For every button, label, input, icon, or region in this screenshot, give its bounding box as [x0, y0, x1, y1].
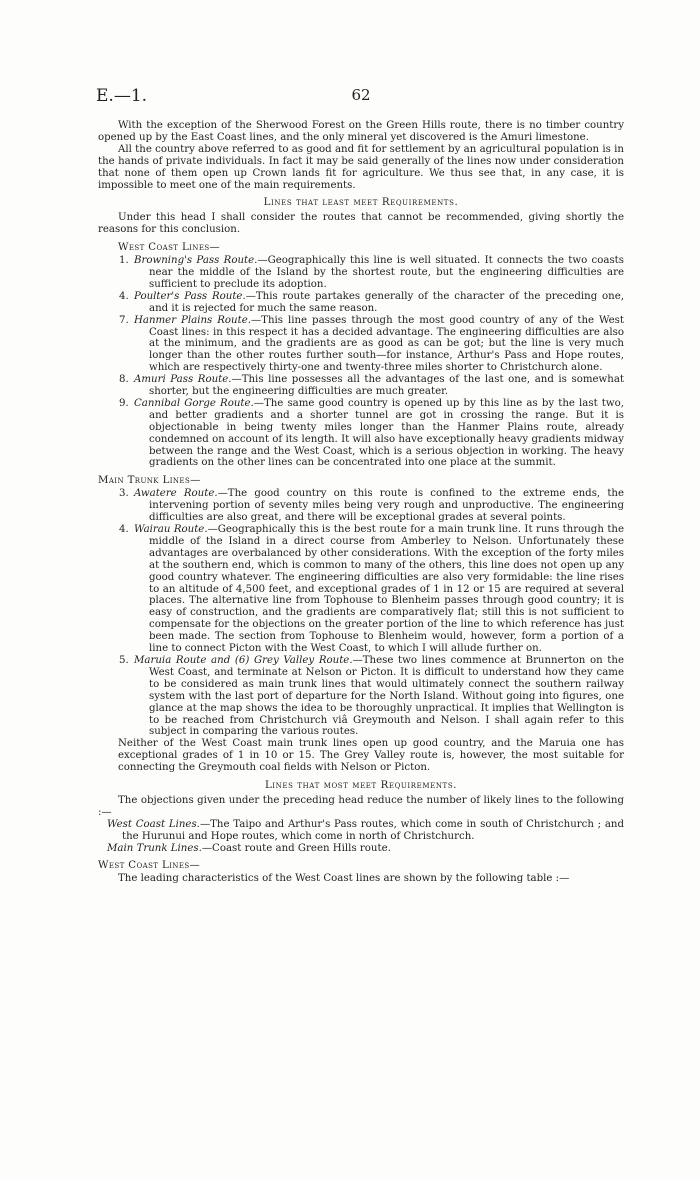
route-description: —This line passes through the most good country of any of the West Coast lines: in this respect it has a decided advantage. The engineering difficulties are also at the minimum, and the gradients are as good as can be got; but the line is very much longer than the other routes further south—for instance, Arthur's Pass and Hope routes, which are respectively thirty-one and twenty-three miles shorter to Christchurch alone.: [149, 314, 624, 374]
neither-paragraph: Neither of the West Coast main trunk lines open up good country, and the Maruia one has exceptional grades of 1 in 10 or 15. The Grey Valley route is, however, the most suitable for connecting the Greymouth coal fields with Nelson or Picton.: [118, 738, 624, 774]
most-item-text: —The Taipo and Arthur's Pass routes, which come in south of Christchurch ; and the Hurunui and Hope routes, which come in north of Christchurch.: [122, 818, 625, 842]
route-number: 9.: [119, 397, 129, 409]
route-description: —Geographically this line is well situated. It connects the two coasts near the middle of the Island by the shortest route, but the engineering difficulties are sufficient to preclude its adoption.: [149, 255, 624, 290]
route-name: Hanmer Plains Route.: [134, 314, 251, 326]
main-trunk-lines-heading: Main Trunk Lines—: [98, 475, 201, 487]
west-coast-lines-heading: West Coast Lines—: [118, 242, 221, 254]
intro-paragraph: With the exception of the Sherwood Forest on the Green Hills route, there is no timber country opened up by the East Coast lines, and the only mineral yet discovered is the Amuri limestone.: [98, 120, 624, 143]
route-item: [98, 488, 624, 524]
section-heading-most: Lines that most meet Requirements.: [264, 780, 458, 792]
route-name: Poulter's Pass Route.: [134, 290, 246, 302]
closing-paragraph: The leading characteristics of the West Coast lines are shown by the following table :—: [118, 873, 570, 885]
route-description: —Geographically this is the best route for a main trunk line. It runs through the middle of the Island in a direct course from Amberley to Nelson. Unfortunately these advantages are overbalanced by other considerations. With the exception of the forty miles at the southern end, which is common to many of the others, this line does not open up any good country whatever. The engineering difficulties are also very formidable: the line rises to an altitude of 4,500 feet, and exceptional grades of 1 in 12 or 15 are required at several places. The alternative line from Tophouse to Blenheim passes through good country; it is easy of construction, and the gradients are comparatively flat; still this is not sufficient to compensate for the objections on the greater portion of the line to which reference has just been made. The section from Tophouse to Blenheim would, however, form a portion of a line to connect Picton with the West Coast, to which I will allude further on.: [149, 524, 624, 655]
route-description: —The same good country is opened up by this line as by the last two, and better gradients and a shorter tunnel are got in crossing the range. But it is objectionable in being twenty miles longer than the Hanmer Plains route, already condemned on account of its length. It will also have exceptionally heavy gradients midway between the range and the West Coast, which is a serious objection in working. The heavy gradients on the other lines can be concentrated into one place at the summit.: [149, 397, 624, 469]
most-item: [98, 843, 624, 855]
west-coast-lines-heading-2: West Coast Lines—: [98, 860, 201, 872]
route-description: —This route partakes generally of the character of the preceding one, and it is rejected for much the same reason.: [149, 290, 625, 314]
route-number: 3.: [119, 488, 129, 500]
intro-paragraph: All the country above referred to as good and fit for settlement by an agricultural population is in the hands of private individuals. In fact it may be said generally of the lines now under consideration that none of them open up Crown lands fit for agriculture. We thus see that, in any case, it is impossible to meet one of the main requirements.: [98, 143, 624, 191]
section-heading-least: Lines that least meet Requirements.: [263, 197, 459, 209]
route-name: Awatere Route.: [134, 488, 218, 500]
route-name: Amuri Pass Route.: [134, 374, 232, 386]
route-item: [98, 374, 624, 398]
most-item-label: Main Trunk Lines.: [107, 842, 202, 854]
route-item: [98, 655, 624, 738]
page-number: 62: [351, 86, 371, 104]
route-item: [98, 255, 624, 291]
page-body: [98, 120, 624, 885]
route-item: [98, 315, 624, 375]
route-description: —The good country on this route is confined to the extreme ends, the intervening portion of seventy miles being very rough and unproductive. The engineering difficulties are also great, and there will be exceptional grades at several points.: [149, 488, 624, 524]
route-name: Browning's Pass Route.: [134, 255, 258, 267]
most-item-label: West Coast Lines.: [107, 818, 200, 830]
most-intro-paragraph: The objections given under the preceding head reduce the number of likely lines to the following :—: [98, 794, 624, 818]
document-reference: E.—1.: [96, 86, 148, 106]
page-header: [96, 86, 626, 108]
route-name: Wairau Route.: [134, 524, 208, 535]
most-item: [98, 819, 624, 843]
route-description: —These two lines commence at Brunnerton on the West Coast, and terminate at Nelson or Picton. It is difficult to understand how they came to be considered as main trunk lines that would ultimately connect the southern railway system with the last port of departure for the North Island. Without going into figures, one glance at the map shows the idea to be thoroughly unpractical. It implies that Wellington is to be reached from Christchurch viâ Greymouth and Nelson. I shall again refer to this subject in comparing the various routes.: [149, 654, 624, 738]
route-number: 4.: [119, 524, 129, 535]
route-number: 7.: [119, 314, 129, 326]
route-item: [98, 291, 624, 315]
most-item-text: —Coast route and Green Hills route.: [201, 842, 391, 854]
route-item: [98, 398, 624, 469]
route-number: 5.: [119, 654, 129, 666]
route-number: 4.: [119, 290, 129, 302]
route-number: 1.: [119, 255, 129, 267]
least-intro-paragraph: Under this head I shall consider the routes that cannot be recommended, giving shortly the reasons for this conclusion.: [98, 212, 624, 236]
route-name: Maruia Route and (6) Grey Valley Route.: [134, 654, 353, 666]
route-name: Cannibal Gorge Route.: [134, 397, 254, 409]
route-number: 8.: [119, 374, 129, 386]
route-description: —This line possesses all the advantages of the last one, and is somewhat shorter, but the engineering difficulties are much greater.: [149, 374, 624, 398]
route-item: [98, 524, 624, 655]
